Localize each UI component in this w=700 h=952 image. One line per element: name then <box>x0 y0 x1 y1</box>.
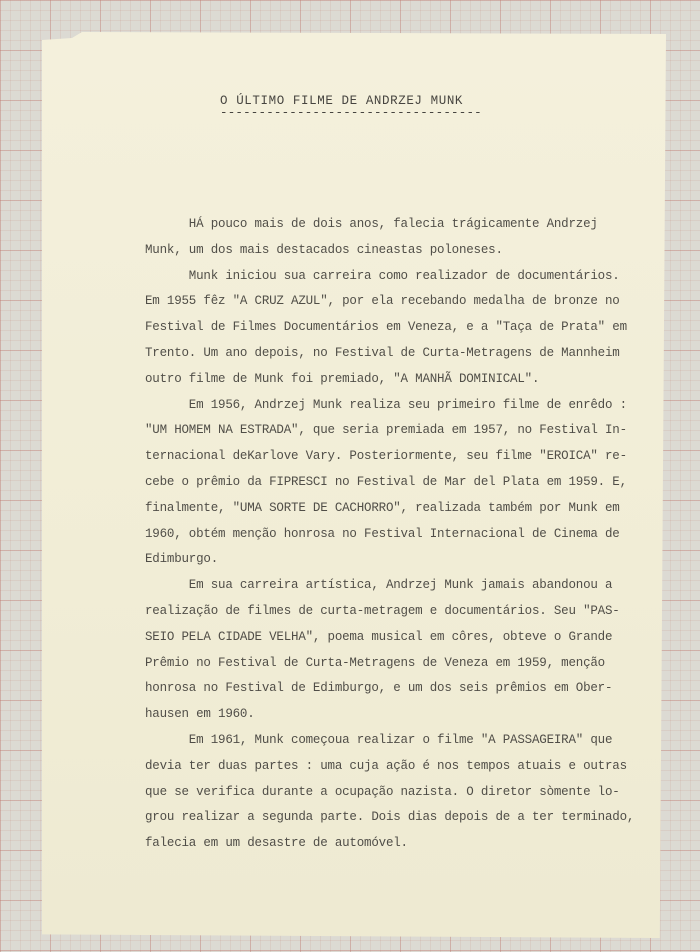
paragraph <box>145 212 680 264</box>
paragraph <box>145 728 680 857</box>
text-line: ternacional deKarlove Vary. Posteriormente, seu filme "EROICA" re- <box>145 449 627 464</box>
document-body <box>145 212 680 857</box>
text-line: Prêmio no Festival de Curta-Metragens de Veneza em 1959, menção <box>145 655 605 670</box>
text-line: Munk, um dos mais destacados cineastas poloneses. <box>145 242 503 257</box>
text-line: honrosa no Festival de Edimburgo, e um dos seis prêmios em Ober- <box>145 681 613 696</box>
text-line: Trento. Um ano depois, no Festival de Curta-Metragens de Mannheim <box>145 345 620 360</box>
text-line: falecia em um desastre de automóvel. <box>145 836 408 851</box>
text-line: Edimburgo. <box>145 552 219 567</box>
text-line: Em sua carreira artística, Andrzej Munk jamais abandonou a <box>145 578 613 593</box>
title-underline: ---------------------------------- <box>220 106 482 120</box>
text-line: Em 1961, Munk começoua realizar o filme "A PASSAGEIRA" que <box>145 732 613 747</box>
text-line: "UM HOMEM NA ESTRADA", que seria premiada em 1957, no Festival In- <box>145 423 627 438</box>
text-line: grou realizar a segunda parte. Dois dias depois de a ter terminado, <box>145 810 635 825</box>
paragraph <box>145 264 680 393</box>
text-line: Em 1955 fêz "A CRUZ AZUL", por ela recebando medalha de bronze no <box>145 294 620 309</box>
text-line: outro filme de Munk foi premiado, "A MANHÃ DOMINICAL". <box>145 371 540 386</box>
document-title: O ÚLTIMO FILME DE ANDRZEJ MUNK <box>220 94 464 108</box>
paragraph <box>145 393 680 574</box>
text-line: Em 1956, Andrzej Munk realiza seu primeiro filme de enrêdo : <box>145 397 627 412</box>
text-line: hausen em 1960. <box>145 707 255 722</box>
title-block <box>220 94 520 120</box>
text-line: que se verifica durante a ocupação nazista. O diretor sòmente lo- <box>145 784 620 799</box>
text-line: devia ter duas partes : uma cuja ação é nos tempos atuais e outras <box>145 758 627 773</box>
text-line: Munk iniciou sua carreira como realizador de documentários. <box>145 268 620 283</box>
text-line: HÁ pouco mais de dois anos, falecia trágicamente Andrzej <box>145 217 598 231</box>
text-line: 1960, obtém menção honrosa no Festival Internacional de Cinema de <box>145 526 620 541</box>
text-line: cebe o prêmio da FIPRESCI no Festival de Mar del Plata em 1959. E, <box>145 474 627 489</box>
text-line: finalmente, "UMA SORTE DE CACHORRO", realizada também por Munk em <box>145 500 620 515</box>
text-line: realização de filmes de curta-metragem e documentários. Seu "PAS- <box>145 603 620 618</box>
text-line: Festival de Filmes Documentários em Veneza, e a "Taça de Prata" em <box>145 320 627 335</box>
paragraph <box>145 573 680 728</box>
text-line: SEIO PELA CIDADE VELHA", poema musical em côres, obteve o Grande <box>145 629 613 644</box>
